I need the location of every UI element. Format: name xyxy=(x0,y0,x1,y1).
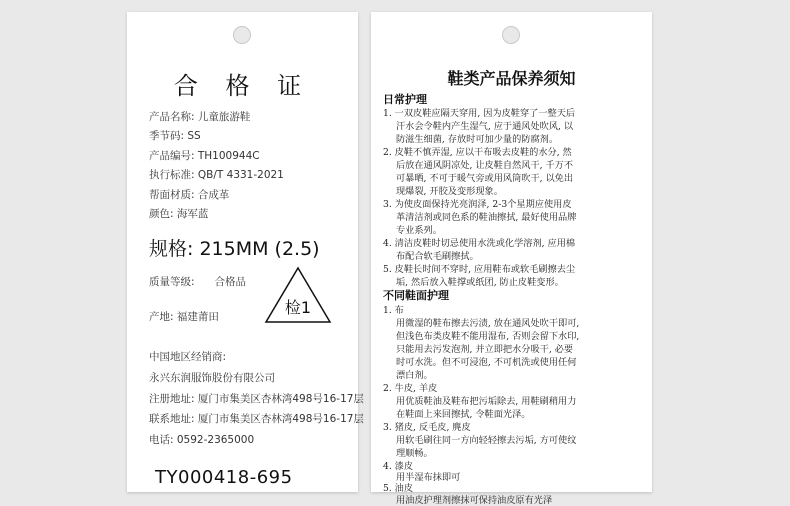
material-care-line: 用微湿的鞋布擦去污渍, 放在通风处吹干即可, xyxy=(396,318,580,329)
material-care-line: 在鞋面上来回擦拭, 令鞋面光泽。 xyxy=(396,409,531,420)
product-number: 产品编号: TH100944C xyxy=(149,150,260,162)
daily-care-line: 革清洁剂或同色系的鞋油擦拭, 最好使用品牌 xyxy=(396,212,577,223)
contact-address: 联系地址: 厦门市集美区杏林湾498号16-17层 xyxy=(149,413,364,425)
size-spec: 规格: 215MM (2.5) xyxy=(149,238,320,260)
material-care-line: 但浅色布类皮鞋不能用湿布, 否则会留下水印, xyxy=(396,331,580,342)
daily-care-line: 垢, 然后放入鞋撑或纸团, 防止皮鞋变形。 xyxy=(396,277,564,288)
standard: 执行标准: QB/T 4331-2021 xyxy=(149,169,284,181)
season-code: 季节码: SS xyxy=(149,130,201,142)
color: 颜色: 海军蓝 xyxy=(149,208,209,220)
daily-care-line: 1. 一双皮鞋应隔天穿用, 因为皮鞋穿了一整天后 xyxy=(383,108,576,119)
material-care-line: 理顺畅。 xyxy=(396,448,433,459)
daily-care-line: 专业系列。 xyxy=(396,225,442,236)
daily-care-line: 4. 清洁皮鞋时切忌使用水洗或化学溶剂, 应用棉 xyxy=(383,238,576,249)
daily-care-line: 可暴晒, 不可于暖气旁或用风筒吹干, 以免出 xyxy=(396,173,574,184)
daily-care-line: 2. 皮鞋不慎弄湿, 应以干布吸去皮鞋的水分, 然 xyxy=(383,147,572,158)
certificate-tag xyxy=(127,12,364,492)
material-care-line: 漂白剂。 xyxy=(396,370,433,381)
daily-care-line: 5. 皮鞋长时间不穿时, 应用鞋布或软毛刷擦去尘 xyxy=(383,264,576,275)
material-care-line: 用软毛刷往同一方向轻轻擦去污垢, 方可使纹 xyxy=(396,435,577,446)
material-care-line: 3. 猪皮, 反毛皮, 麂皮 xyxy=(383,422,471,433)
care-title: 鞋类产品保养须知 xyxy=(447,69,576,88)
upper-material: 帮面材质: 合成革 xyxy=(149,189,230,201)
quality-grade xyxy=(149,274,246,289)
care-instructions-tag xyxy=(371,12,652,506)
company-name: 永兴东润服饰股份有限公司 xyxy=(149,372,275,384)
material-care-line: 4. 漆皮 xyxy=(383,461,414,472)
material-care-line: 时可水洗。但不可浸泡, 不可机洗或使用任何 xyxy=(396,357,577,368)
material-care-line: 2. 牛皮, 羊皮 xyxy=(383,383,438,394)
inspection-mark xyxy=(264,266,332,324)
certificate-title: 合 格 证 xyxy=(173,72,312,100)
registered-address: 注册地址: 厦门市集美区杏林湾498号16-17层 xyxy=(149,393,364,405)
material-care-line: 用优质鞋油及鞋布把污垢除去, 用鞋刷稍用力 xyxy=(396,396,577,407)
material-care-line: 只能用去污发泡剂, 并立即把水分吸干, 必要 xyxy=(396,344,574,355)
material-care-line: 5. 油皮 xyxy=(383,483,414,494)
tag-hole xyxy=(502,26,520,44)
product-code: TY000418-695 xyxy=(155,467,293,488)
quality-grade-label: 质量等级: xyxy=(149,276,195,288)
material-care-line: 1. 布 xyxy=(383,305,404,316)
material-care-line: 用油皮护理剂擦抹可保持油皮原有光泽 xyxy=(396,495,553,506)
daily-care-heading: 日常护理 xyxy=(383,93,427,106)
daily-care-line: 布配合软毛刷擦拭。 xyxy=(396,251,479,262)
quality-grade-value: 合格品 xyxy=(214,276,247,288)
origin: 产地: 福建莆田 xyxy=(149,311,219,323)
daily-care-line: 防滋生细菌, 存放时可加少量的防腐剂。 xyxy=(396,134,559,145)
inspection-label: 检1 xyxy=(284,298,312,317)
daily-care-line: 汗水会令鞋内产生湿气, 应于通风处吹风, 以 xyxy=(396,121,574,132)
product-name: 产品名称: 儿童旅游鞋 xyxy=(149,111,251,123)
phone: 电话: 0592-2365000 xyxy=(149,434,255,446)
material-care-line: 用半湿布抹即可 xyxy=(396,472,461,483)
daily-care-line: 3. 为使皮面保持光亮润泽, 2-3个星期应使用皮 xyxy=(383,199,572,210)
tag-hole xyxy=(233,26,251,44)
daily-care-line: 现爆裂, 开胶及变形现象。 xyxy=(396,186,503,197)
distributor-label: 中国地区经销商: xyxy=(149,351,227,363)
daily-care-line: 后放在通风阴凉处, 让皮鞋自然风干, 千万不 xyxy=(396,160,574,171)
material-care-heading: 不同鞋面护理 xyxy=(383,289,449,302)
